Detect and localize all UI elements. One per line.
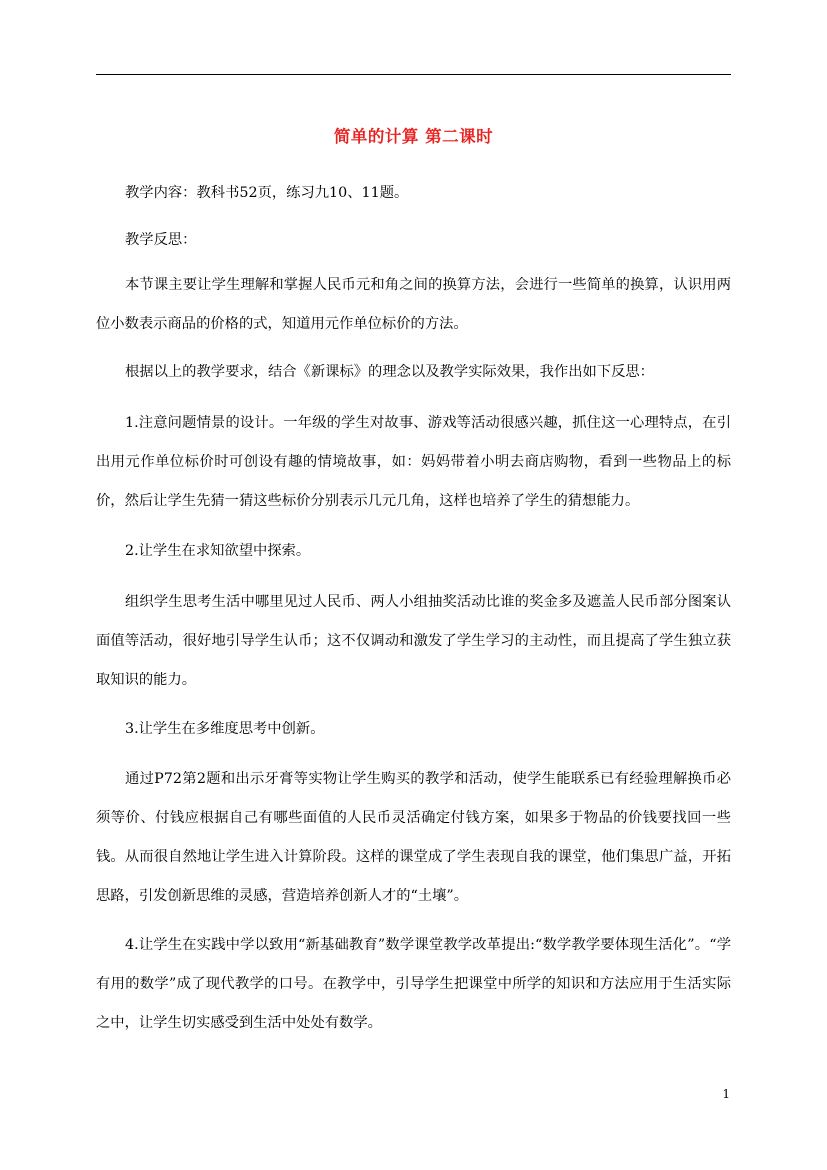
reflection-heading: 教学反思： bbox=[125, 232, 197, 248]
document-title: 简单的计算 第二课时 bbox=[333, 127, 494, 146]
teaching-content-paragraph: 教学内容：教科书52页，练习九10、11题。 bbox=[125, 185, 409, 201]
point-1-paragraph: 1.注意问题情景的设计。一年级的学生对故事、游戏等活动很感兴趣，抓住这一心理特点，在引出用元作单位标价时可创设有趣的情境故事，如：妈妈带着小明去商店购物，看到一些物品上的标价，然后让学生先猜一猜这些标价分别表示几元几角，这样也培养了学生的猜想能力。 bbox=[96, 415, 731, 509]
page-number: 1 bbox=[722, 1087, 730, 1101]
lesson-summary-paragraph: 本节课主要让学生理解和掌握人民币元和角之间的换算方法，会进行一些简单的换算，认识用两位小数表示商品的价格的式，知道用元作单位标价的方法。 bbox=[96, 277, 731, 332]
point-3-heading: 3.让学生在多维度思考中创新。 bbox=[125, 721, 325, 737]
point-3-paragraph: 通过P72第2题和出示牙膏等实物让学生购买的教学和活动，使学生能联系已有经验理解换币必须等价、付钱应根据自己有哪些面值的人民币灵活确定付钱方案，如果多于物品的价钱要找回一些钱。从而很自然地让学生进入计算阶段。这样的课堂成了学生表现自我的课堂，他们集思广益，开拓思路，引发创新思维的灵感，营造培养创新人才的“土壤”。 bbox=[96, 771, 731, 904]
header-rule bbox=[96, 74, 731, 75]
point-2-heading: 2.让学生在求知欲望中探索。 bbox=[125, 543, 311, 559]
point-4-paragraph: 4.让学生在实践中学以致用“新基础教育”数学课堂教学改革提出:“数学教学要体现生活化”。“学有用的数学”成了现代教学的口号。在教学中，引导学生把课堂中所学的知识和方法应用于生活实际之中，让学生切实感受到生活中处处有数学。 bbox=[96, 937, 731, 1031]
point-2-paragraph: 组织学生思考生活中哪里见过人民币、两人小组抽奖活动比谁的奖金多及遮盖人民币部分图案认面值等活动，很好地引导学生认币；这不仅调动和激发了学生学习的主动性，而且提高了学生独立获取知识的能力。 bbox=[96, 594, 731, 688]
requirements-paragraph: 根据以上的教学要求，结合《新课标》的理念以及教学实际效果，我作出如下反思： bbox=[125, 364, 654, 380]
